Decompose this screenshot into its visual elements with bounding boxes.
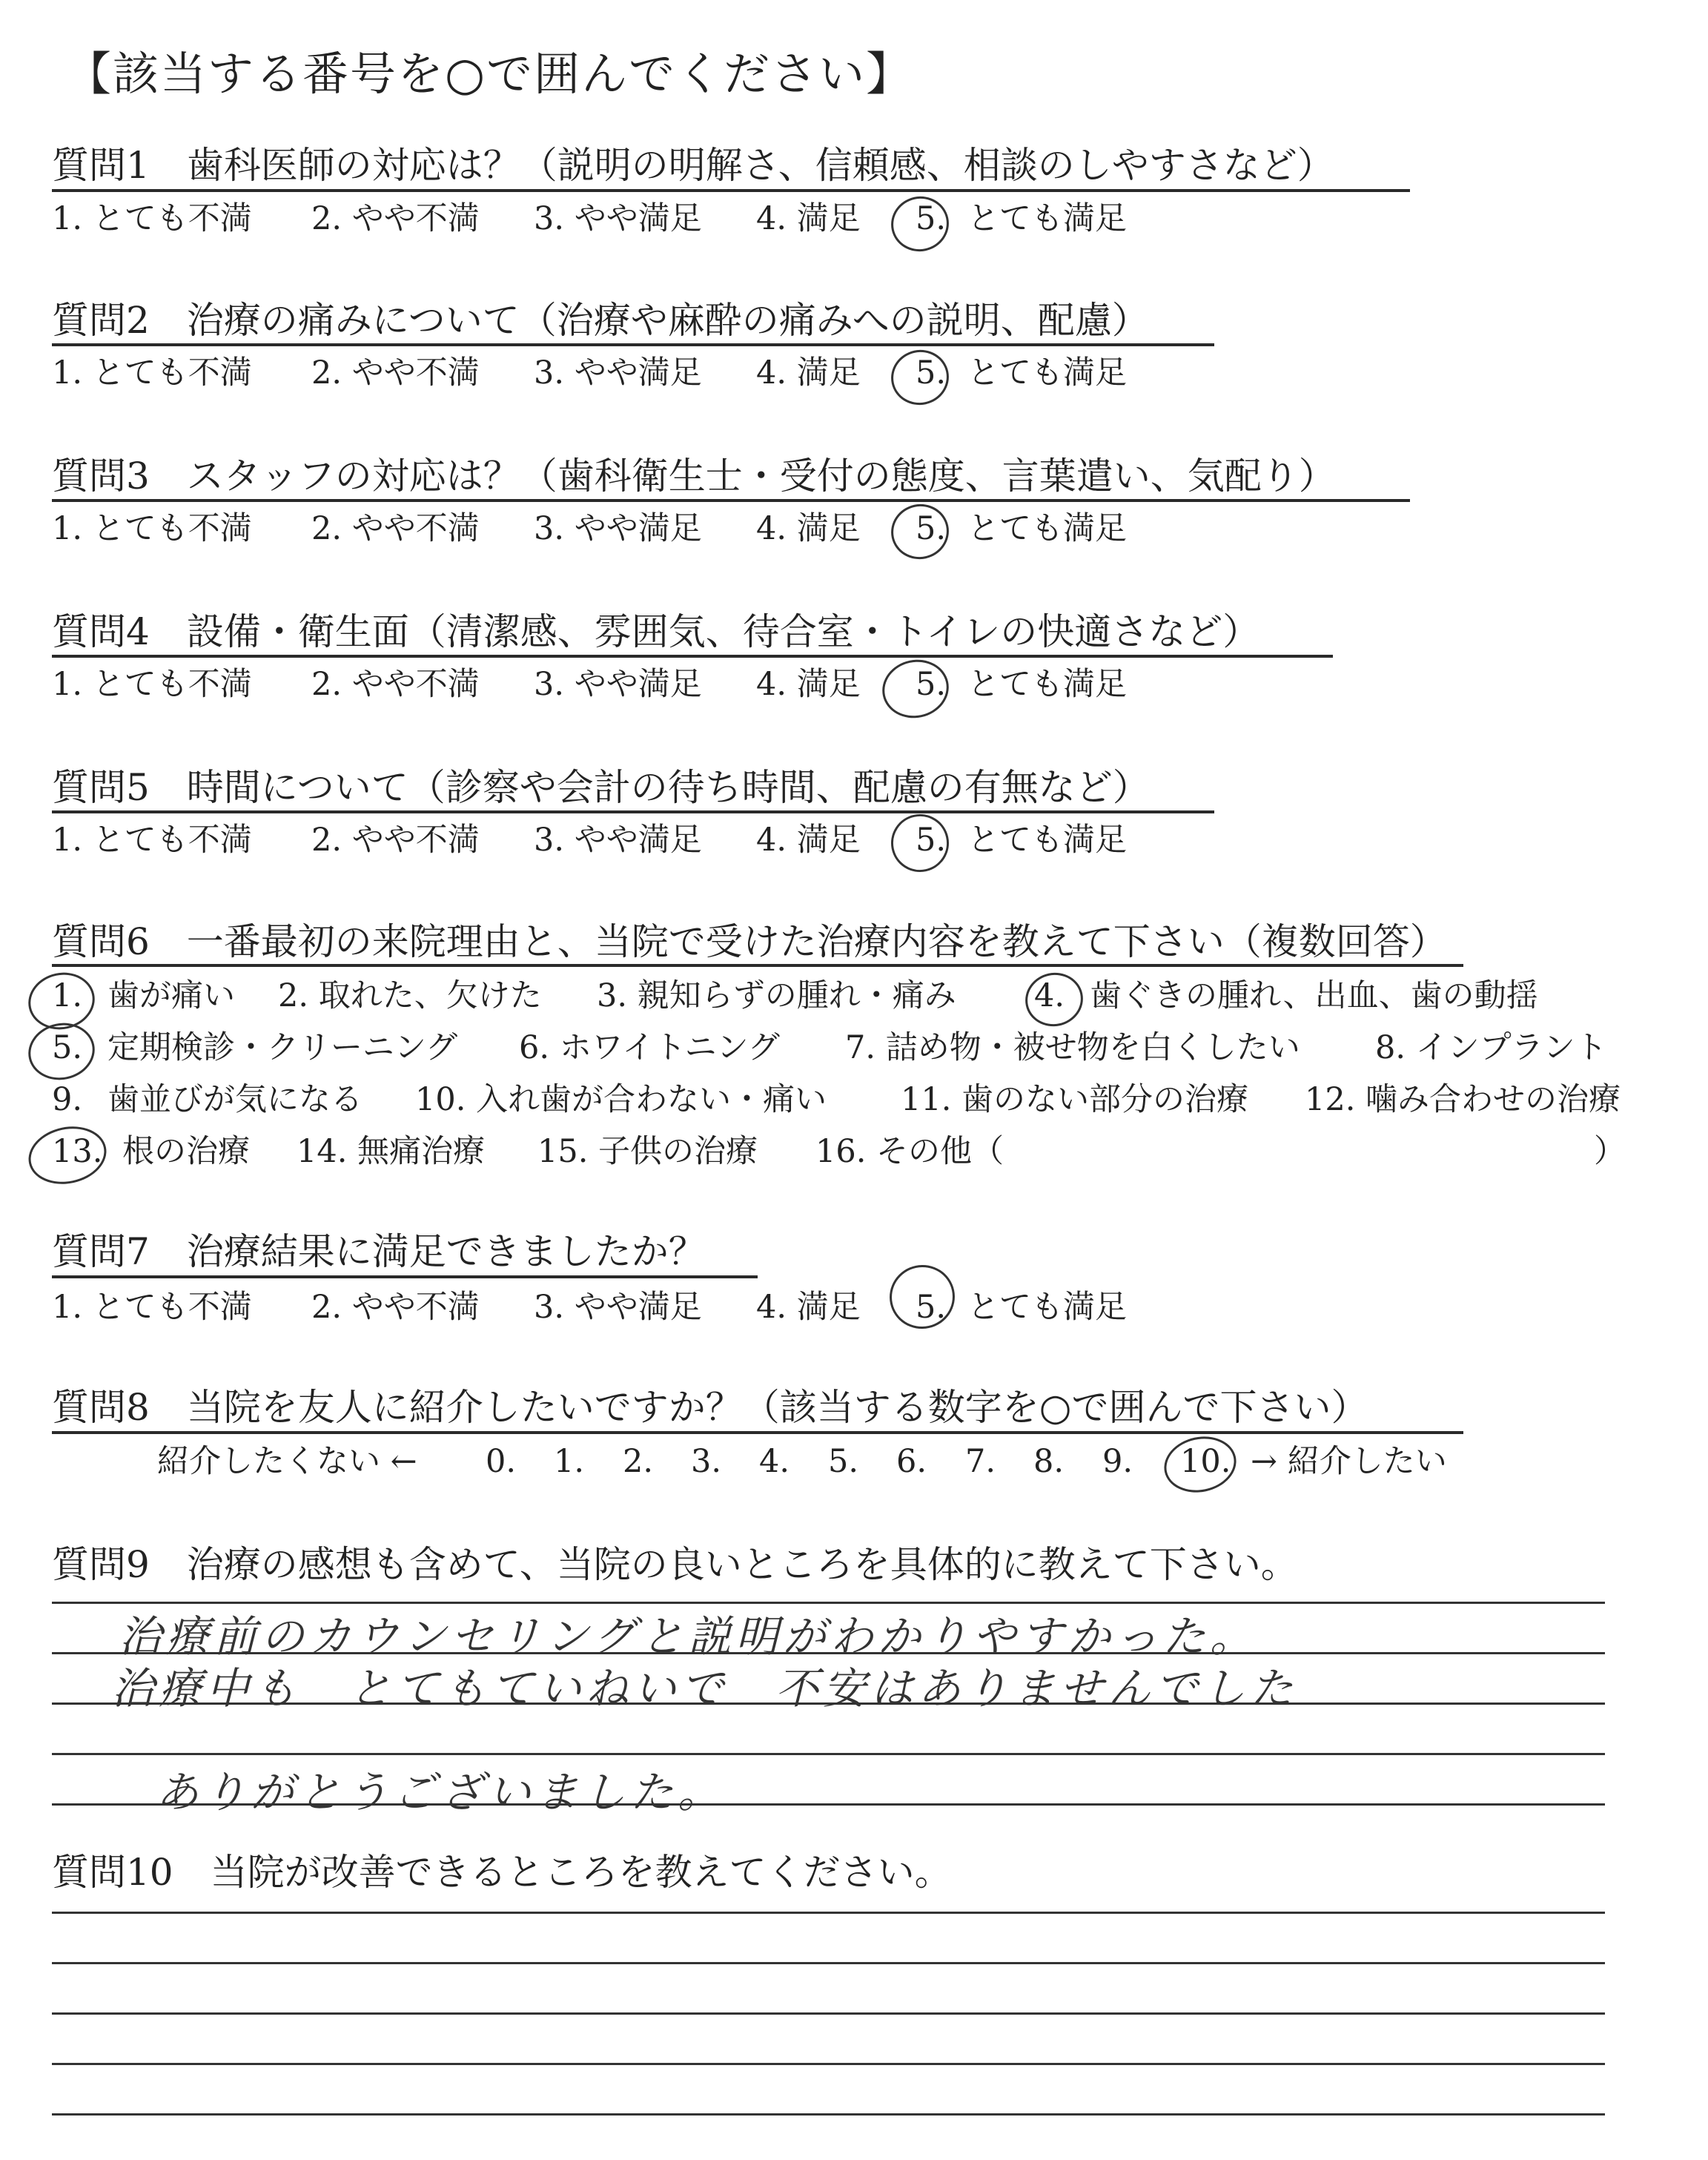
option-3[interactable]: 3. やや満足 (534, 822, 702, 859)
reason-option-6[interactable]: 6. ホワイトニング (519, 1029, 780, 1066)
reason-other-close-paren: ） (1594, 1133, 1626, 1170)
option-1[interactable]: 1. とても不満 (52, 1289, 252, 1326)
reason-option-13-label: 根の治療 (122, 1133, 250, 1170)
page-title: 【該当する番号を○で囲んでください】 (65, 47, 914, 101)
option-4[interactable]: 4. 満足 (756, 510, 861, 547)
option-5[interactable]: 5. (916, 510, 947, 547)
scale-option-6[interactable]: 6. (896, 1443, 927, 1480)
option-1[interactable]: 1. とても不満 (52, 822, 252, 859)
scale-option-1[interactable]: 1. (554, 1443, 585, 1480)
answer-line (52, 1753, 1605, 1755)
option-3[interactable]: 3. やや満足 (534, 200, 702, 237)
option-5[interactable]: 5. (916, 1289, 947, 1326)
scale-left-label: 紹介したくない ← (157, 1443, 417, 1480)
question-7-heading: 質問7 治療結果に満足できましたか？ (52, 1230, 706, 1273)
scale-option-2[interactable]: 2. (623, 1443, 654, 1480)
option-5-label: とても満足 (967, 1289, 1127, 1326)
selection-circle-q4 (877, 653, 954, 724)
selection-circle-q6-13 (23, 1120, 111, 1191)
question-10-heading: 質問10 当院が改善できるところを教えてください。 (52, 1851, 952, 1894)
option-4[interactable]: 4. 満足 (756, 354, 861, 392)
question-4-options (52, 666, 1164, 703)
reason-option-7[interactable]: 7. 詰め物・被せ物を白くしたい (845, 1029, 1300, 1066)
question-2-heading: 質問2 治療の痛みについて（治療や麻酔の痛みへの説明、配慮） (52, 299, 1149, 342)
scale-right-label: → 紹介したい (1251, 1443, 1447, 1480)
scale-option-5[interactable]: 5. (828, 1443, 859, 1480)
option-3[interactable]: 3. やや満足 (534, 1289, 702, 1326)
question-6-heading: 質問6 一番最初の来院理由と、当院で受けた治療内容を教えて下さい（複数回答） (52, 920, 1447, 963)
reason-option-2[interactable]: 2. 取れた、欠けた (278, 977, 542, 1014)
question-7-rule (52, 1275, 758, 1278)
scale-option-3[interactable]: 3. (691, 1443, 722, 1480)
option-5-label: とても満足 (967, 354, 1127, 392)
reason-option-5[interactable]: 5. (52, 1029, 83, 1066)
option-5[interactable]: 5. (916, 354, 947, 392)
option-5[interactable]: 5. (916, 666, 947, 703)
option-4[interactable]: 4. 満足 (756, 1289, 861, 1326)
option-2[interactable]: 2. やや不満 (311, 1289, 480, 1326)
question-4-rule (52, 655, 1333, 658)
option-1[interactable]: 1. とても不満 (52, 354, 252, 392)
selection-circle-q6-5 (23, 1017, 100, 1086)
reason-option-4[interactable]: 4. (1034, 977, 1065, 1014)
scale-option-10[interactable]: 10. (1180, 1443, 1231, 1480)
option-5[interactable]: 5. (916, 822, 947, 859)
reason-option-14[interactable]: 14. 無痛治療 (297, 1133, 486, 1170)
question-6-row-3 (52, 1081, 1646, 1118)
handwritten-answer-line-2: 治療中も とてもていねいで 不安はありませんでした (111, 1663, 1298, 1714)
reason-option-13[interactable]: 13. (52, 1133, 103, 1170)
question-7-options (52, 1289, 1164, 1326)
option-2[interactable]: 2. やや不満 (311, 200, 480, 237)
question-3-rule (52, 499, 1410, 502)
option-4[interactable]: 4. 満足 (756, 200, 861, 237)
question-6-rule (52, 964, 1463, 967)
question-6-row-4 (52, 1133, 1646, 1170)
option-5-label: とても満足 (967, 666, 1127, 703)
scale-option-8[interactable]: 8. (1033, 1443, 1065, 1480)
reason-option-16[interactable]: 16. その他（ (815, 1133, 1004, 1170)
reason-option-5-label: 定期検診・クリーニング (107, 1029, 458, 1066)
option-2[interactable]: 2. やや不満 (311, 822, 480, 859)
option-4[interactable]: 4. 満足 (756, 822, 861, 859)
option-1[interactable]: 1. とても不満 (52, 666, 252, 703)
question-5-heading: 質問5 時間について（診察や会計の待ち時間、配慮の有無など） (52, 766, 1150, 809)
scale-option-9[interactable]: 9. (1102, 1443, 1133, 1480)
option-1[interactable]: 1. とても不満 (52, 200, 252, 237)
question-1-rule (52, 189, 1410, 192)
question-2-options (52, 354, 1164, 392)
option-3[interactable]: 3. やや満足 (534, 354, 702, 392)
question-3-options (52, 510, 1164, 547)
option-1[interactable]: 1. とても不満 (52, 510, 252, 547)
question-3-heading: 質問3 スタッフの対応は？（歯科衛生士・受付の態度、言葉遣い、気配り） (52, 455, 1336, 498)
scale-option-7[interactable]: 7. (965, 1443, 996, 1480)
option-5-label: とても満足 (967, 510, 1127, 547)
selection-circle-q3 (886, 499, 954, 565)
option-5[interactable]: 5. (916, 200, 947, 237)
option-3[interactable]: 3. やや満足 (534, 666, 702, 703)
reason-option-12[interactable]: 12. 噛み合わせの治療 (1305, 1081, 1621, 1118)
reason-option-8[interactable]: 8. インプラント (1375, 1029, 1607, 1066)
reason-option-1[interactable]: 1. (52, 977, 83, 1014)
reason-option-4-label: 歯ぐきの腫れ、出血、歯の動揺 (1090, 977, 1538, 1014)
handwritten-answer-line-4: ありがとうございました。 (156, 1767, 726, 1817)
answer-line (52, 2113, 1605, 2116)
selection-circle-q8 (1159, 1430, 1241, 1499)
question-9-heading: 質問9 治療の感想も含めて、当院の良いところを具体的に教えて下さい。 (52, 1543, 1298, 1586)
reason-option-15[interactable]: 15. 子供の治療 (537, 1133, 758, 1170)
option-3[interactable]: 3. やや満足 (534, 510, 702, 547)
reason-option-11[interactable]: 11. 歯のない部分の治療 (901, 1081, 1249, 1118)
question-1-options (52, 200, 1164, 237)
reason-option-10[interactable]: 10. 入れ歯が合わない・痛い (415, 1081, 827, 1118)
reason-option-9[interactable]: 9. (52, 1081, 83, 1118)
question-8-heading: 質問8 当院を友人に紹介したいですか？（該当する数字を○で囲んで下さい） (52, 1386, 1368, 1429)
reason-option-3[interactable]: 3. 親知らずの腫れ・痛み (597, 977, 956, 1014)
selection-circle-q5 (886, 809, 955, 878)
option-4[interactable]: 4. 満足 (756, 666, 861, 703)
question-1-heading: 質問1 歯科医師の対応は？（説明の明解さ、信頼感、相談のしやすさなど） (52, 144, 1334, 187)
reason-option-9-label: 歯並びが気になる (107, 1081, 363, 1118)
handwritten-answer-line-1: 治療前のカウンセリングと説明がわかりやすかった。 (119, 1611, 1258, 1662)
question-6-row-1 (52, 977, 1646, 1014)
scale-option-0[interactable]: 0. (486, 1443, 517, 1480)
question-2-rule (52, 343, 1214, 346)
question-8-rule (52, 1431, 1463, 1434)
option-2[interactable]: 2. やや不満 (311, 354, 480, 392)
question-4-heading: 質問4 設備・衛生面（清潔感、雰囲気、待合室・トイレの快適さなど） (52, 610, 1260, 653)
option-5-label: とても満足 (967, 200, 1127, 237)
question-8-scale (157, 1443, 1492, 1480)
scale-option-4[interactable]: 4. (759, 1443, 790, 1480)
option-2[interactable]: 2. やや不満 (311, 666, 480, 703)
option-5-label: とても満足 (967, 822, 1127, 859)
option-2[interactable]: 2. やや不満 (311, 510, 480, 547)
answer-line (52, 1912, 1605, 1914)
answer-line (52, 2063, 1605, 2065)
question-5-options (52, 822, 1164, 859)
answer-line (52, 2012, 1605, 2015)
question-5-rule (52, 810, 1214, 813)
answer-line (52, 1962, 1605, 1964)
question-6-row-2 (52, 1029, 1646, 1066)
reason-option-1-label: 歯が痛い (107, 977, 235, 1014)
